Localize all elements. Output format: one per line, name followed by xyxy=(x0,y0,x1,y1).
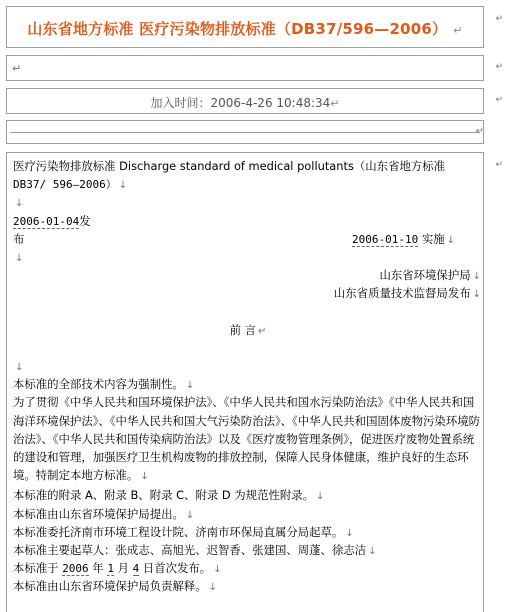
line-break-icon: ↓ xyxy=(15,252,24,264)
foreword-heading xyxy=(13,321,483,339)
paragraph-mark-icon: ↵ xyxy=(258,325,267,337)
paragraph-text: 本标准的附录 A、附录 B、附录 C、附录 D 为规范性附录。 xyxy=(13,488,315,503)
paragraph-text: 日首次发布。 xyxy=(139,561,212,576)
agency-name-2: 山东省质量技术监督局发布 xyxy=(333,286,471,301)
implement-label: 实施 xyxy=(418,231,445,246)
line-break-icon: ↓ xyxy=(15,362,24,374)
title-frame xyxy=(6,6,484,48)
blank-line xyxy=(13,303,483,321)
empty-frame xyxy=(6,55,484,81)
paragraph xyxy=(13,375,483,393)
line-break-icon: ↓ xyxy=(208,582,218,594)
line-break-icon: ↓ xyxy=(345,527,354,539)
paragraph-text: 本标准由山东省环境保护局提出。 xyxy=(13,506,184,521)
paragraph xyxy=(13,577,483,595)
agency-line-2 xyxy=(13,284,483,302)
line-break-icon: ↓ xyxy=(472,271,481,283)
issue-label-cont: 布 xyxy=(13,231,25,246)
paragraph-mark-icon: ↵ xyxy=(330,97,340,110)
paragraph-mark-icon: ↵ xyxy=(453,24,463,37)
paragraph-text: 年 xyxy=(88,561,108,576)
line-break-icon: ↓ xyxy=(185,380,195,392)
paragraph xyxy=(13,393,483,486)
article-content xyxy=(13,157,483,596)
added-time xyxy=(7,94,483,111)
blank-line xyxy=(13,357,483,375)
line-break-icon: ↓ xyxy=(368,546,377,558)
paragraph-text: 本标准由山东省环境保护局负责解释。 xyxy=(13,579,207,594)
line-break-icon: ↓ xyxy=(446,234,455,246)
publish-day: 4 xyxy=(132,562,140,576)
article-body xyxy=(6,152,484,612)
paragraph-mark-icon: ↵ xyxy=(495,95,503,105)
issue-label: 发 xyxy=(79,213,91,228)
paragraph-text: 为了贯彻《中华人民共和国环境保护法》、《中华人民共和国水污染防治法》《中华人民共和国海洋环境保护法》、《中华人民共和国大气污染防治法》、《中华人民共和国固体废物污染环境防治法》、《中华人民共和国传染病防治法》以及《医疗废物管理条例》，促进医疗废物处置系统的建设和管理，加强医疗卫生机构废物的排放控制，保障人民身体健康，维护良好的生态环境。特制定本地方标准。 xyxy=(13,395,480,483)
issue-line xyxy=(13,212,483,230)
paragraph xyxy=(13,559,483,577)
paragraph-text: 月 xyxy=(113,561,133,576)
paragraph xyxy=(13,505,483,523)
implement-line xyxy=(13,230,483,248)
foreword-text: 前 言 xyxy=(229,322,256,337)
paragraph xyxy=(13,541,483,559)
line-break-icon: ↓ xyxy=(316,491,325,503)
paragraph-text: 本标准主要起草人：张成志、高旭光、迟智香、张建国、周蓬、徐志洁 xyxy=(13,543,367,558)
paragraph-mark-icon: ↵ xyxy=(495,14,503,24)
publish-month: 1 xyxy=(107,562,114,576)
line-break-icon: ↓ xyxy=(472,289,481,301)
paragraph xyxy=(13,523,483,541)
blank-line xyxy=(13,193,483,211)
line-break-icon: ↓ xyxy=(213,564,222,576)
rule-frame xyxy=(6,120,484,144)
agency-line-1 xyxy=(13,266,483,284)
implement-date: 2006-01-10 xyxy=(351,232,419,246)
time-frame xyxy=(6,88,484,114)
title-text: 山东省地方标准 医疗污染物排放标准（DB37/596—2006） xyxy=(27,20,448,38)
line-break-icon: ↓ xyxy=(140,471,149,483)
doc-title-text: 医疗污染物排放标准 Discharge standard of medical pollutants（山东省地方标准 xyxy=(13,159,446,173)
blank-line xyxy=(13,339,483,357)
line-break-icon: ↓ xyxy=(15,198,24,210)
publish-year: 2006 xyxy=(62,562,89,576)
issue-date: 2006-01-04 xyxy=(13,214,80,228)
doc-code-text: DB37/ 596—2006） xyxy=(13,178,117,192)
paragraph-mark-icon: ↵ xyxy=(12,62,22,75)
paragraph-mark-icon: ↵ xyxy=(495,62,503,72)
paragraph-text: 本标准委托济南市环境工程设计院、济南市环保局直属分局起草。 xyxy=(13,524,344,539)
paragraph-text: 本标准的全部技术内容为强制性。 xyxy=(13,377,184,392)
line-break-icon: ↓ xyxy=(185,509,195,521)
added-time-text: 加入时间：2006-4-26 10:48:34 xyxy=(150,96,331,110)
doc-code-line xyxy=(13,175,483,193)
paragraph xyxy=(13,486,483,504)
horizontal-rule xyxy=(10,132,480,133)
line-break-icon: ↓ xyxy=(118,180,128,192)
doc-title-line xyxy=(13,157,483,175)
page-title xyxy=(7,18,483,39)
paragraph-text: 本标准于 xyxy=(13,561,63,576)
agency-name-1: 山东省环境保护局 xyxy=(379,268,471,283)
paragraph-mark-icon: ↵ xyxy=(495,160,503,170)
paragraph-mark-icon: ↵ xyxy=(475,126,484,137)
blank-line xyxy=(13,248,483,266)
